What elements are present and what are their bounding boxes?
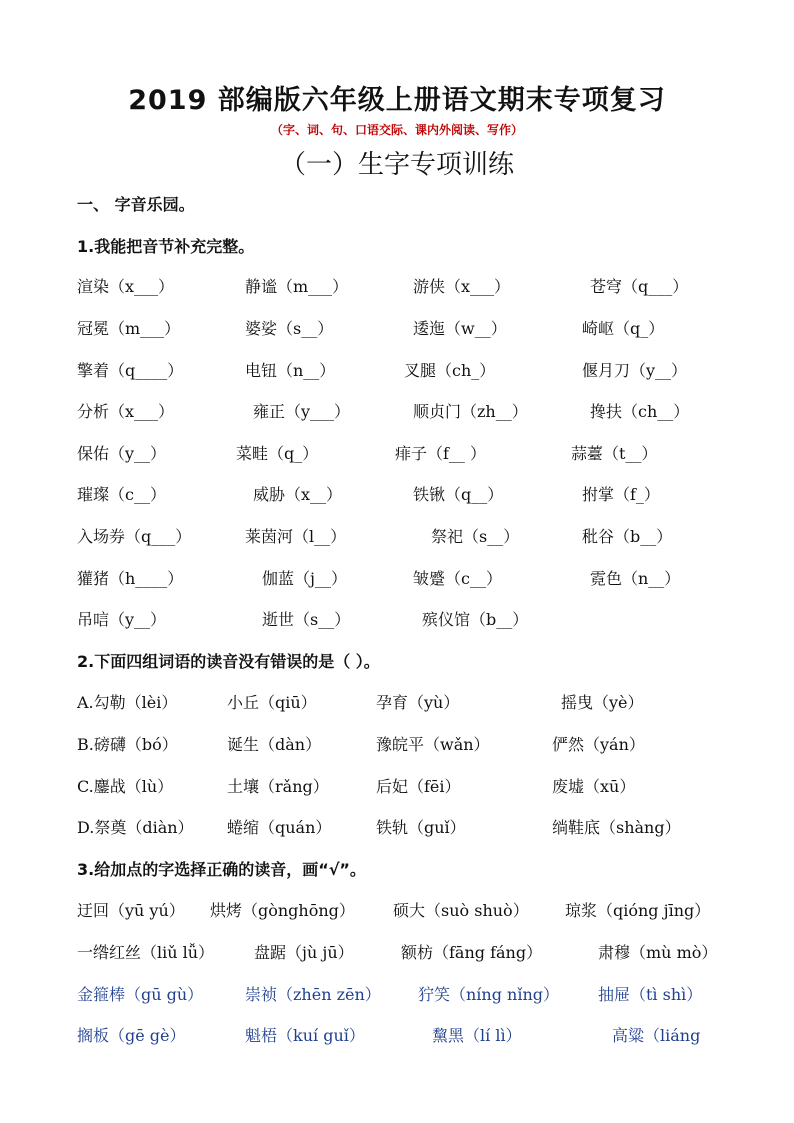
q1-item: 祭祀（s__） — [431, 527, 520, 546]
q3-item: 黧黑（lí lì） — [432, 1026, 522, 1045]
q1-item: 分析（x___） — [77, 402, 175, 421]
q1-item: 雍正（y___） — [253, 402, 351, 421]
q3-item: 高粱（liáng — [612, 1026, 701, 1045]
q2-row — [0, 815, 794, 843]
q1-row — [0, 607, 794, 635]
q2-row — [0, 732, 794, 760]
q1-heading: 1.我能把音节补充完整。 — [77, 237, 255, 256]
q1-item: 铁锹（q__） — [413, 485, 504, 504]
page-title: 2019 部编版六年级上册语文期末专项复习 — [128, 85, 666, 116]
q1-item: 霓色（n__） — [590, 569, 681, 588]
q2-item: 诞生（dàn） — [227, 735, 322, 754]
q2-item: 废墟（xū） — [552, 777, 636, 796]
q2-item: D.祭奠（diàn） — [77, 818, 194, 837]
q2-item: 小丘（qiū） — [227, 693, 317, 712]
part1-heading: 一、 字音乐园。 — [77, 195, 195, 214]
q2-item: 摇曳（yè） — [561, 693, 644, 712]
q1-item: 顺贞门（zh__） — [413, 402, 528, 421]
q1-item: 静谧（m___） — [245, 277, 349, 296]
q1-row — [0, 358, 794, 386]
q3-row — [0, 1023, 794, 1051]
q1-item: 殡仪馆（b__） — [422, 610, 529, 629]
q1-row — [0, 316, 794, 344]
q1-item: 皱蹙（c__） — [413, 569, 502, 588]
q2-item: 铁轨（guǐ） — [376, 818, 466, 837]
q1-item: 游侠（x___） — [413, 277, 511, 296]
q1-item: 保佑（y__） — [77, 444, 167, 463]
q3-item: 搁板（gē gè） — [77, 1026, 186, 1045]
q1-item: 电钮（n__） — [245, 361, 336, 380]
q1-item: 吊唁（y__） — [77, 610, 167, 629]
q1-item: 莱茵河（l__） — [245, 527, 347, 546]
q1-item: 冠冕（m___） — [77, 319, 181, 338]
q2-item: 土壤（rǎng） — [227, 777, 329, 796]
q2-row — [0, 774, 794, 802]
q3-item: 烘烤（gònghōng） — [210, 901, 355, 920]
q2-item: 豫皖平（wǎn） — [376, 735, 490, 754]
q1-row — [0, 524, 794, 552]
q2-item: 俨然（yán） — [552, 735, 645, 754]
q2-item: B.磅礴（bó） — [77, 735, 178, 754]
q3-item: 肃穆（mù mò） — [598, 943, 718, 962]
q2-item: A.勾勒（lèi） — [77, 693, 178, 712]
q1-item: 苍穹（q___） — [590, 277, 689, 296]
q1-item: 叉腿（ch_） — [404, 361, 496, 380]
q3-row — [0, 982, 794, 1010]
q2-item: C.鏖战（lù） — [77, 777, 174, 796]
q2-item: 绱鞋底（shàng） — [552, 818, 681, 837]
q1-item: 搀扶（ch__） — [590, 402, 690, 421]
q1-item: 伽蓝（j__） — [262, 569, 347, 588]
q3-item: 琼浆（qióng jīng） — [565, 901, 711, 920]
q1-item: 痱子（f__ ） — [395, 444, 487, 463]
q1-item: 入场券（q___） — [77, 527, 192, 546]
q1-item: 擎着（q____） — [77, 361, 184, 380]
q3-item: 额枋（fāng fáng） — [401, 943, 543, 962]
q1-item: 渲染（x___） — [77, 277, 175, 296]
q2-item: 后妃（fēi） — [376, 777, 461, 796]
q2-row — [0, 690, 794, 718]
q1-item: 崎岖（q_） — [582, 319, 665, 338]
q1-item: 蒜薹（t__） — [571, 444, 658, 463]
q1-item: 璀璨（c__） — [77, 485, 166, 504]
q3-item: 硕大（suò shuò） — [393, 901, 529, 920]
q3-item: 崇祯（zhēn zēn） — [245, 985, 381, 1004]
q1-item: 拊掌（f_） — [582, 485, 660, 504]
q2-item: 孕育（yù） — [376, 693, 460, 712]
q1-item: 偃月刀（y__） — [582, 361, 688, 380]
q2-item: 蜷缩（quán） — [227, 818, 332, 837]
q1-item: 逶迤（w__） — [413, 319, 507, 338]
q3-item: 盘踞（jù jū） — [254, 943, 354, 962]
q1-row — [0, 482, 794, 510]
q3-row — [0, 898, 794, 926]
q3-item: 狞笑（níng nǐng） — [418, 985, 560, 1004]
q3-item: 魁梧（kuí guǐ） — [245, 1026, 365, 1045]
q3-item: 金箍棒（gū gù） — [77, 985, 204, 1004]
q1-item: 秕谷（b__） — [582, 527, 673, 546]
q1-item: 逝世（s__） — [262, 610, 351, 629]
q1-item: 菜畦（q_） — [236, 444, 319, 463]
q2-heading: 2.下面四组词语的读音没有错误的是（ ）。 — [77, 652, 380, 671]
q3-item: 迂回（yū yú） — [77, 901, 185, 920]
q1-item: 威胁（x__） — [253, 485, 343, 504]
q1-row — [0, 274, 794, 302]
q3-heading: 3.给加点的字选择正确的读音，画“√”。 — [77, 860, 366, 879]
q1-row — [0, 566, 794, 594]
q3-item: 抽屉（tì shì） — [598, 985, 703, 1004]
q3-item: 一绺红丝（liǔ lǚ） — [77, 943, 215, 962]
q1-item: 獾猪（h____） — [77, 569, 184, 588]
section-title: （一）生字专项训练 — [279, 150, 514, 180]
q1-item: 婆娑（s__） — [245, 319, 334, 338]
page-subtitle: （字、词、句、口语交际、课内外阅读、写作） — [270, 123, 523, 137]
q1-row — [0, 399, 794, 427]
q1-row — [0, 441, 794, 469]
q3-row — [0, 940, 794, 968]
